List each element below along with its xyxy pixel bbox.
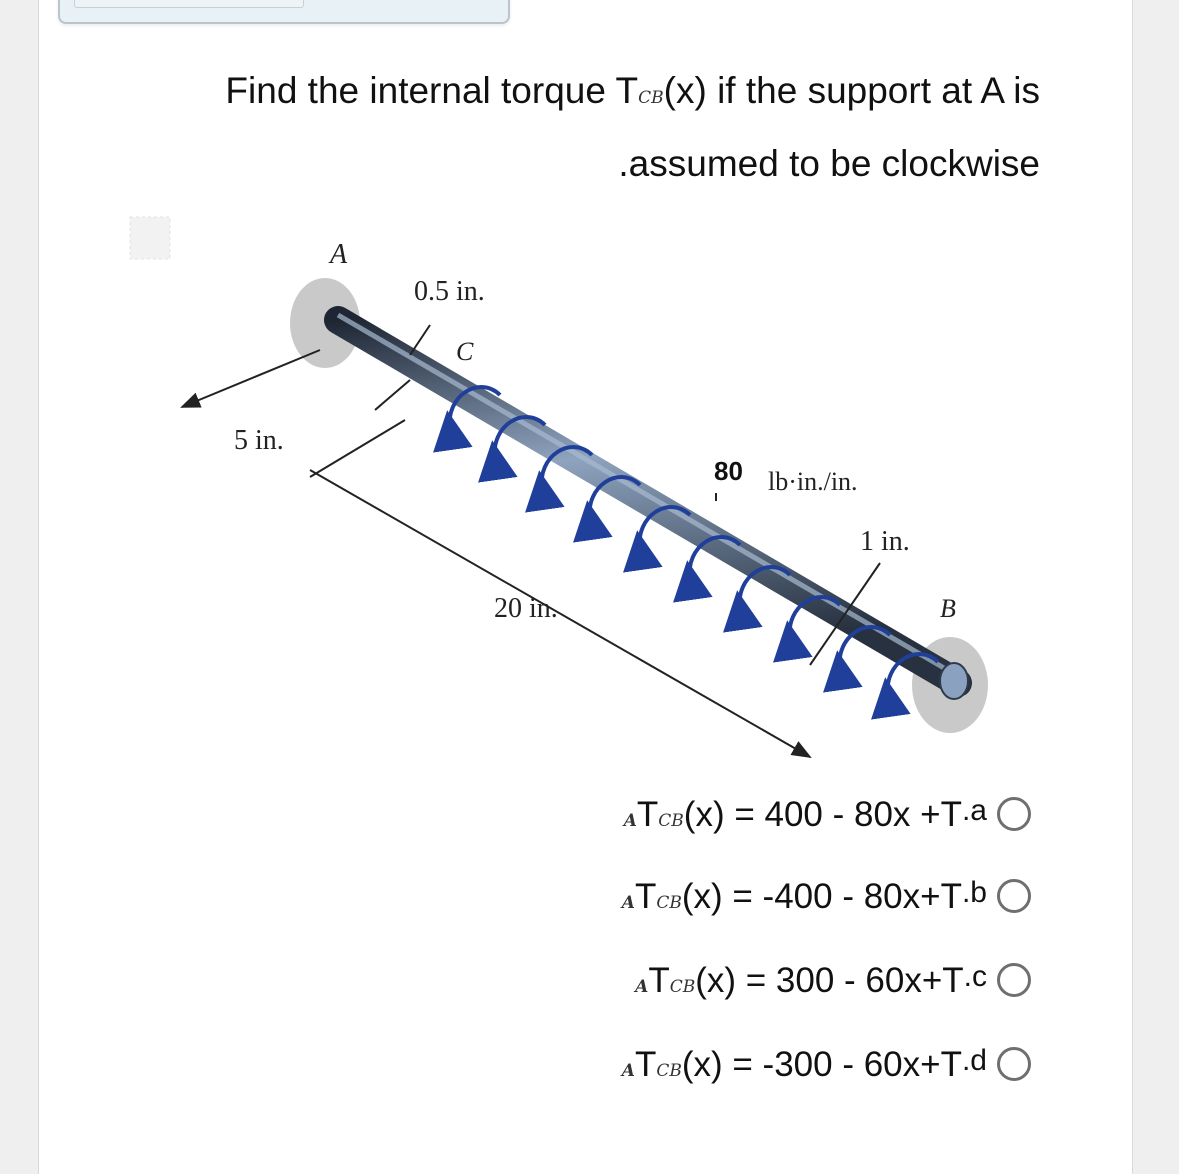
option-a-marker: .a (961, 793, 987, 827)
question-text (140, 58, 1040, 196)
option-d-radio[interactable] (997, 1047, 1031, 1081)
option-c-radio[interactable] (997, 963, 1031, 997)
option-d[interactable] (622, 1039, 1031, 1089)
option-c-marker: .c (963, 959, 987, 993)
previous-question-box (58, 0, 510, 24)
option-a-eq: (x) = 400 - 80x +T (683, 794, 962, 834)
question-subscript: CB (638, 88, 664, 108)
dim-half-tick-a (410, 325, 430, 355)
label-b: B (940, 594, 956, 623)
option-b-marker: .b (961, 875, 987, 909)
option-c-text (635, 960, 987, 1001)
option-c-t: T (648, 960, 670, 1000)
option-d-text (622, 1044, 987, 1085)
shaft-diagram (120, 205, 1020, 785)
question-line-2: .assumed to be clockwise (618, 143, 1040, 184)
label-a: A (330, 239, 348, 270)
option-b-t: T (634, 876, 657, 916)
option-b[interactable] (622, 871, 1031, 921)
faint-marker (130, 217, 170, 259)
dim-twenty-line (310, 470, 810, 757)
question-prefix: Find the internal torque T (225, 70, 639, 111)
option-b-text (622, 876, 987, 917)
dim-five-line-top (182, 350, 320, 407)
dim-five-line-bottom (310, 420, 405, 477)
option-d-t: T (634, 1044, 657, 1084)
shaft-highlight (338, 315, 956, 675)
option-c-sub: CB (669, 976, 696, 997)
option-c[interactable] (635, 955, 1031, 1005)
option-d-sub-a: A (621, 1060, 635, 1081)
option-c-sub-a: A (635, 976, 649, 997)
dimension-lines (182, 325, 880, 757)
option-a-sub-a: A (623, 810, 637, 831)
option-a-t: T (636, 794, 659, 834)
option-a-radio[interactable] (997, 797, 1031, 831)
option-b-radio[interactable] (997, 879, 1031, 913)
question-suffix: (x) if the support at A is (663, 70, 1040, 111)
previous-answer-field (74, 0, 304, 8)
option-a-sub: CB (658, 810, 684, 831)
label-load-unit: lb·in./in. (768, 467, 858, 496)
label-twenty-inch: 20 in. (494, 593, 558, 624)
question-line-1 (140, 58, 1040, 131)
shaft-end-b (940, 663, 968, 699)
label-half-inch: 0.5 in. (414, 276, 485, 307)
dim-half-tick-b (375, 380, 410, 410)
label-five-inch: 5 in. (234, 425, 284, 456)
option-b-sub-a: A (621, 892, 635, 913)
label-one-inch: 1 in. (860, 526, 910, 557)
option-a[interactable] (624, 789, 1031, 839)
option-d-marker: .d (961, 1043, 987, 1077)
option-b-sub: CB (656, 892, 682, 913)
option-b-eq: (x) = -400 - 80x+T (681, 876, 962, 916)
label-c: C (456, 337, 474, 366)
option-d-sub: CB (656, 1060, 682, 1081)
label-load-value: 80 (714, 456, 743, 486)
option-d-eq: (x) = -300 - 60x+T (681, 1044, 962, 1084)
option-a-text (624, 794, 987, 835)
option-c-eq: (x) = 300 - 60x+T (695, 960, 964, 1000)
